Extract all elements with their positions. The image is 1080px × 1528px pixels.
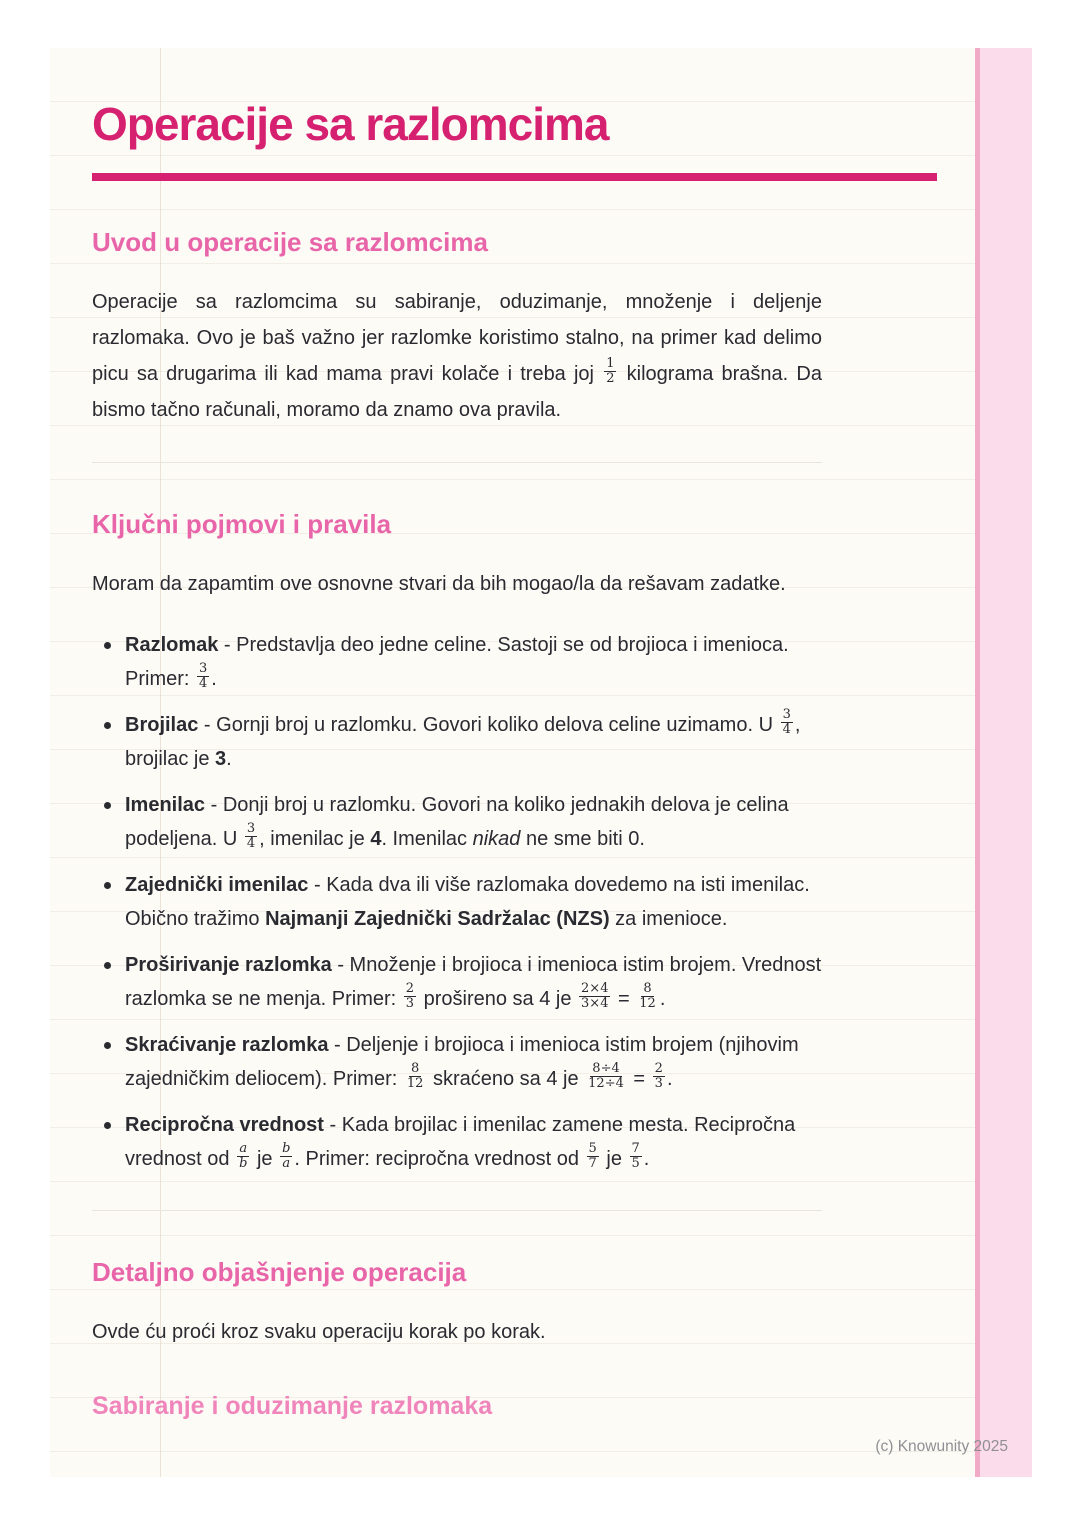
inline-fraction: $\frac{a}{b}$ bbox=[239, 1141, 248, 1172]
inline-fraction: $\frac{b}{a}$ bbox=[282, 1141, 291, 1172]
section-divider bbox=[92, 462, 822, 463]
inline-fraction: $\frac{8\div 4}{12\div 4}$ bbox=[588, 1061, 624, 1092]
list-item-text: Proširivanje razlomka - Množenje i brojioca i imenioca istim brojem. Vrednost razlomka se ne menja. Primer: $\frac{2}{3}$ prošireno sa 4 je $\frac{2\times 4}{3\times 4}$ = $\frac{8}{12}$ . bbox=[125, 953, 822, 1012]
list-item-text: Recipročna vrednost - Kada brojilac i imenilac zamene mesta. Recipročna vrednost od $\frac{a}{b}$ je $\frac{b}{a}$ . Primer: recipročna vrednost od $\frac{5}{7}$ je $\frac{7}{5}$ . bbox=[125, 1113, 796, 1172]
detail-paragraph: Ovde ću proći kroz svaku operaciju korak po korak. bbox=[92, 1320, 546, 1343]
list-item bbox=[125, 948, 822, 1016]
list-item-text: Razlomak - Predstavlja deo jedne celine. Sastoji se od brojioca i imenioca. Primer: $\frac{3}{4}$ . bbox=[125, 633, 789, 692]
key-terms-lead: Moram da zapamtim ove osnovne stvari da bih mogao/la da rešavam zadatke. bbox=[92, 572, 786, 595]
sub-heading-addition-subtraction: Sabiranje i oduzimanje razlomaka bbox=[92, 1391, 493, 1420]
section-heading-detail: Detaljno objašnjenje operacija bbox=[92, 1256, 467, 1287]
title-underline-rule bbox=[92, 173, 937, 181]
inline-fraction: $\frac{3}{4}$ bbox=[199, 661, 208, 692]
page-title: Operacije sa razlomcima bbox=[92, 98, 609, 150]
document-content bbox=[50, 48, 1032, 1421]
list-item-text: Skraćivanje razlomka - Deljenje i brojioca i imenioca istim brojem (njihovim zajedničkim deliocem). Primer: $\frac{8}{12}$ skraćeno sa 4 je $\frac{8\div 4}{12\div 4}$ = $\frac{2}{3}$ . bbox=[125, 1033, 799, 1092]
list-item-text: Zajednički imenilac - Kada dva ili više razlomaka dovedemo na isti imenilac. Obično tražimo Najmanji Zajednički Sadržalac (NZS) za imenioce. bbox=[125, 873, 810, 930]
inline-fraction: $\frac{2}{3}$ bbox=[405, 981, 415, 1012]
list-item bbox=[125, 708, 822, 776]
inline-fraction: $\frac{3}{4}$ bbox=[246, 821, 256, 852]
section-heading-key-terms: Ključni pojmovi i pravila bbox=[92, 508, 392, 539]
list-item-text: Imenilac - Donji broj u razlomku. Govori na koliko jednakih delova je celina podeljena. U $\frac{3}{4}$ , imenilac je 4. Imenilac nikad ne sme biti 0. bbox=[125, 793, 789, 852]
key-terms-list bbox=[92, 628, 822, 1176]
copyright-note: (c) Knowunity 2025 bbox=[875, 1438, 1008, 1455]
list-item bbox=[125, 788, 822, 856]
inline-fraction: $\frac{7}{5}$ bbox=[631, 1141, 640, 1172]
list-item bbox=[125, 1028, 822, 1096]
list-item-text: Brojilac - Gornji broj u razlomku. Govori koliko delova celine uzimamo. U $\frac{3}{4}$ , brojilac je 3. bbox=[125, 707, 801, 770]
list-item bbox=[125, 868, 822, 936]
inline-fraction: $\frac{3}{4}$ bbox=[782, 707, 791, 738]
inline-fraction: $\frac{8}{12}$ bbox=[639, 981, 656, 1012]
list-item bbox=[125, 628, 822, 696]
inline-fraction: $\frac{1}{2}$ bbox=[606, 356, 615, 387]
section-divider bbox=[92, 1210, 822, 1211]
inline-fraction: $\frac{2\times 4}{3\times 4}$ bbox=[581, 981, 609, 1012]
list-item bbox=[125, 1108, 822, 1176]
page-card bbox=[50, 48, 1032, 1477]
inline-fraction: $\frac{5}{7}$ bbox=[588, 1141, 597, 1172]
section-heading-intro: Uvod u operacije sa razlomcima bbox=[92, 226, 488, 257]
intro-paragraph: Operacije sa razlomcima su sabiranje, oduzimanje, množenje i deljenje razlomaka. Ovo je baš važno jer razlomke koristimo stalno, na primer kad delimo picu sa drugarima ili kad mama pravi kolače i treba joj $\frac{1}{2}$ kilograma brašna. Da bismo tačno računali, moramo da znamo ova pravila. bbox=[92, 290, 822, 421]
inline-fraction: $\frac{8}{12}$ bbox=[406, 1061, 424, 1092]
inline-fraction: $\frac{2}{3}$ bbox=[654, 1061, 663, 1092]
